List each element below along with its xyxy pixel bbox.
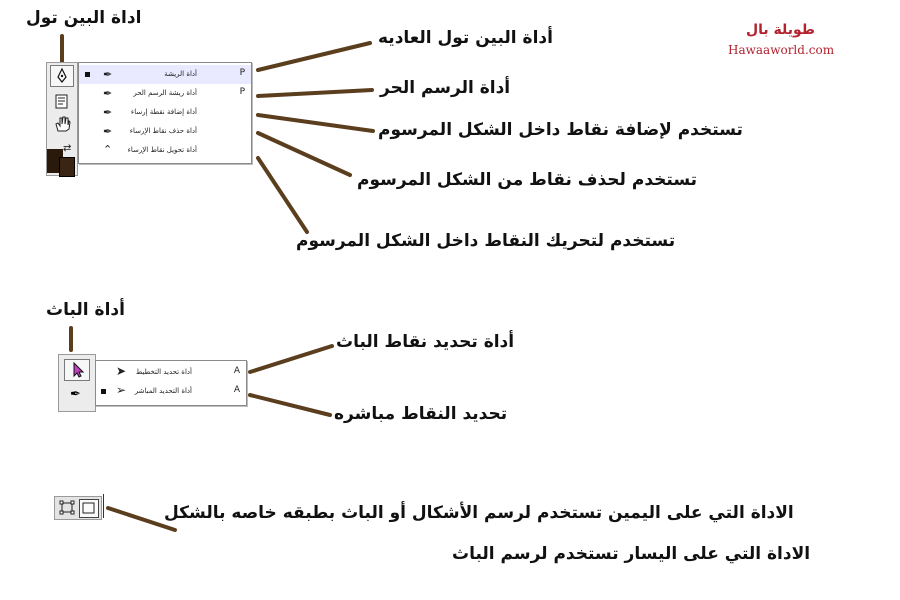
background-color-swatch[interactable] bbox=[59, 157, 75, 177]
callout-direct-selection: تحديد النقاط مباشره bbox=[334, 404, 508, 424]
logo-arabic-text: طويلة بال bbox=[746, 22, 815, 38]
pen-icon: ✒ bbox=[103, 68, 113, 81]
type-tool-button[interactable] bbox=[53, 93, 71, 111]
leader-line-pen-3 bbox=[258, 115, 373, 131]
shape-description-left: الاداة التي على اليسار تستخدم لرسم الباث bbox=[452, 544, 811, 564]
menu-item-convert-point[interactable] bbox=[79, 141, 251, 160]
leader-line-pen-4 bbox=[258, 133, 350, 175]
menu-item-label: أداة إضافة نقطة إرساء bbox=[130, 108, 197, 116]
path-selection-tool-button[interactable] bbox=[64, 359, 90, 381]
callout-convert-point: تستخدم لتحريك النقاط داخل الشكل المرسوم bbox=[296, 231, 676, 251]
path-toolbox-strip bbox=[58, 354, 96, 412]
black-arrow-icon: ➤ bbox=[116, 364, 127, 378]
paths-button[interactable] bbox=[79, 499, 99, 518]
menu-item-label: أداة التحديد المباشر bbox=[134, 387, 192, 395]
menu-item-label: أداة تحويل نقاط الإرساء bbox=[127, 146, 197, 154]
shape-mode-buttons bbox=[54, 496, 102, 520]
add-anchor-point-icon: ✒ bbox=[103, 106, 113, 119]
selected-indicator bbox=[101, 389, 106, 394]
menu-item-label: أداة الريشة bbox=[164, 70, 197, 78]
selected-indicator bbox=[85, 72, 90, 77]
path-mode-icon bbox=[80, 500, 98, 517]
menu-item-path-selection[interactable] bbox=[96, 363, 246, 382]
pen-icon bbox=[51, 66, 73, 86]
pen-toolbox-strip bbox=[46, 62, 78, 176]
site-logo bbox=[728, 22, 838, 62]
callout-delete-anchor: تستخدم لحذف نقاط من الشكل المرسوم bbox=[357, 170, 698, 190]
menu-item-shortcut: P bbox=[239, 68, 245, 78]
menu-item-label: أداة ريشة الرسم الحر bbox=[133, 89, 197, 97]
freeform-pen-icon: ✒ bbox=[103, 87, 113, 100]
shape-layers-button[interactable] bbox=[59, 500, 75, 515]
pen-tool-button[interactable] bbox=[50, 65, 74, 87]
delete-anchor-point-icon: ✒ bbox=[103, 125, 113, 138]
arrow-pointer-icon bbox=[65, 360, 89, 380]
callout-add-anchor: تستخدم لإضافة نقاط داخل الشكل المرسوم bbox=[378, 120, 743, 140]
pen-tool-title: اداة البين تول bbox=[26, 8, 142, 28]
hand-icon bbox=[52, 115, 72, 133]
shape-description-right: الاداة التي على اليمين تستخدم لرسم الأشكال أو الباث بطبقه خاصه بالشكل bbox=[164, 503, 794, 523]
menu-item-add-anchor-point[interactable] bbox=[79, 103, 251, 122]
menu-item-shortcut: A bbox=[233, 385, 240, 395]
white-arrow-icon: ➢ bbox=[116, 383, 127, 397]
shape-layer-icon bbox=[59, 500, 75, 515]
leader-line-path-2 bbox=[250, 395, 330, 415]
callout-pen-normal: أداة البين تول العاديه bbox=[378, 28, 553, 48]
convert-point-icon: ⌃ bbox=[103, 143, 113, 156]
swap-colors-icon[interactable]: ⇄ bbox=[63, 143, 72, 154]
leader-line-pen-5 bbox=[258, 158, 307, 232]
menu-item-shortcut: P bbox=[239, 87, 245, 97]
hand-tool-button[interactable] bbox=[52, 115, 72, 133]
menu-item-label: أداة تحديد التخطيط bbox=[135, 368, 192, 376]
menu-item-shortcut: A bbox=[233, 366, 240, 376]
menu-item-label: أداة حذف نقاط الإرساء bbox=[129, 127, 197, 135]
menu-item-pen[interactable] bbox=[79, 65, 251, 84]
divider-line bbox=[103, 494, 104, 518]
menu-item-direct-selection[interactable] bbox=[96, 382, 246, 401]
callout-path-selection: أداة تحديد نقاط الباث bbox=[336, 332, 515, 352]
pen-tool-flyout-menu bbox=[78, 62, 252, 164]
path-tool-flyout-menu bbox=[95, 360, 247, 406]
logo-latin-text: Hawaaworld.com bbox=[728, 43, 835, 57]
leader-line-pen-1 bbox=[258, 43, 370, 70]
path-tool-title: أداة الباث bbox=[46, 300, 125, 320]
pen-icon: ✒ bbox=[70, 387, 81, 402]
menu-item-freeform-pen[interactable] bbox=[79, 84, 251, 103]
leader-line-pen-2 bbox=[258, 90, 372, 96]
leader-line-path-1 bbox=[250, 346, 332, 372]
menu-item-delete-anchor-point[interactable] bbox=[79, 122, 251, 141]
callout-freeform-pen: أداة الرسم الحر bbox=[380, 78, 511, 98]
notes-icon bbox=[53, 93, 71, 111]
